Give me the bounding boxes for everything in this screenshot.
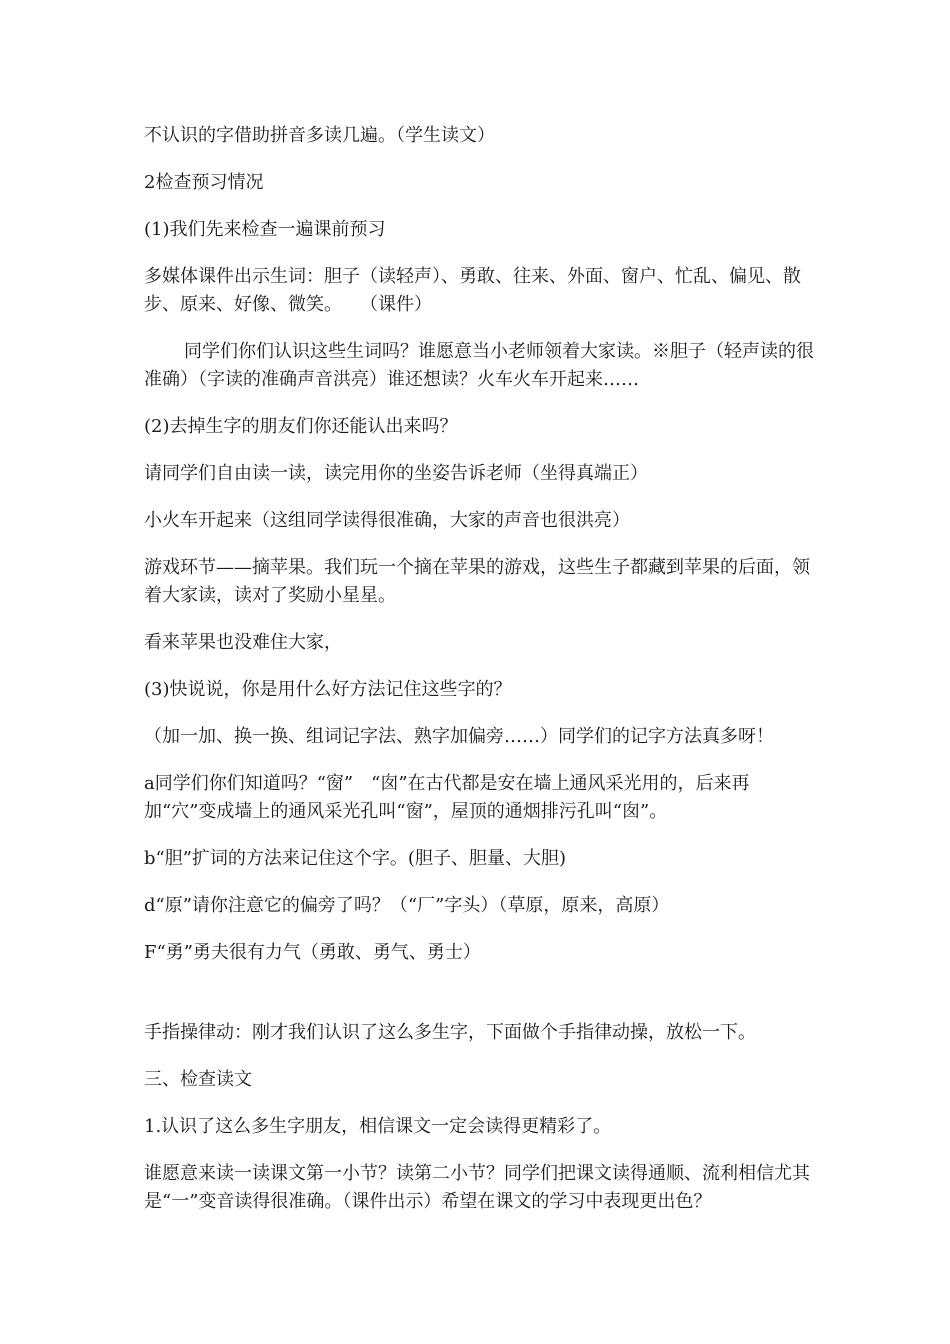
paragraph-little-teacher: 同学们你们认识这些生词吗？谁愿意当小老师领着大家读。※胆子（轻声读的很准确）（字读的准确声音洪亮）谁还想读？火车火车开起来…… — [144, 341, 814, 390]
paragraph-apple-game: 游戏环节——摘苹果。我们玩一个摘在苹果的游戏，这些生子都藏到苹果的后面，领着大家读，读对了奖励小星星。 — [144, 557, 810, 606]
paragraph-new-words: 多媒体课件出示生词：胆子（读轻声）、勇敢、往来、外面、窗户、忙乱、偏见、散步、原来、好像、微笑。 （课件） — [144, 266, 801, 315]
item-f-yong: F“勇”勇夫很有力气（勇敢、勇气、勇士） — [144, 942, 481, 963]
paragraph-free-reading: 请同学们自由读一读，读完用你的坐姿告诉老师（坐得真端正） — [144, 463, 648, 484]
heading-check-preview: 2检查预习情况 — [144, 172, 264, 193]
heading-section-three: 三、检查读文 — [144, 1069, 252, 1090]
item-b-dan: b“胆”扩词的方法来记住这个字。(胆子、胆量、大胆) — [144, 848, 566, 869]
paragraph-finger-exercise: 手指操律动：刚才我们认识了这么多生字，下面做个手指律动操，放松一下。 — [144, 1022, 756, 1043]
document-body — [144, 122, 814, 1235]
item-a-window-chimney: a同学们你们知道吗？“窗” “囱”在古代都是安在墙上通风采光用的，后来再加“穴”变成墙上的通风采光孔叫“窗”，屋顶的通烟排污孔叫“囱”。 — [144, 773, 750, 822]
paragraph-read-sections: 谁愿意来读一读课文第一小节？读第二小节？同学们把课文读得通顺、流利相信尤其是“一”变音读得很准确。（课件出示）希望在课文的学习中表现更出色？ — [144, 1163, 810, 1212]
paragraph-methods-list: （加一加、换一换、组词记字法、熟字加偏旁……）同学们的记字方法真多呀！ — [144, 726, 774, 747]
paragraph-apple-done: 看来苹果也没难住大家， — [144, 632, 342, 653]
paragraph-intro-reading: 不认识的字借助拼音多读几遍。（学生读文） — [144, 125, 495, 146]
paragraph-train-reading: 小火车开起来（这组同学读得很准确，大家的声音也很洪亮） — [144, 510, 630, 531]
step-2-remove-pinyin: (2)去掉生字的朋友们你还能认出来吗？ — [144, 416, 458, 437]
step-1-read-text: 1.认识了这么多生字朋友，相信课文一定会读得更精彩了。 — [144, 1116, 612, 1137]
step-3-memory-methods: (3)快说说，你是用什么好方法记住这些字的？ — [144, 679, 512, 700]
step-1-check-preview: (1)我们先来检查一遍课前预习 — [144, 219, 386, 240]
item-d-yuan: d“原”请你注意它的偏旁了吗？（“厂”字头）（草原，原来，高原） — [144, 895, 670, 916]
